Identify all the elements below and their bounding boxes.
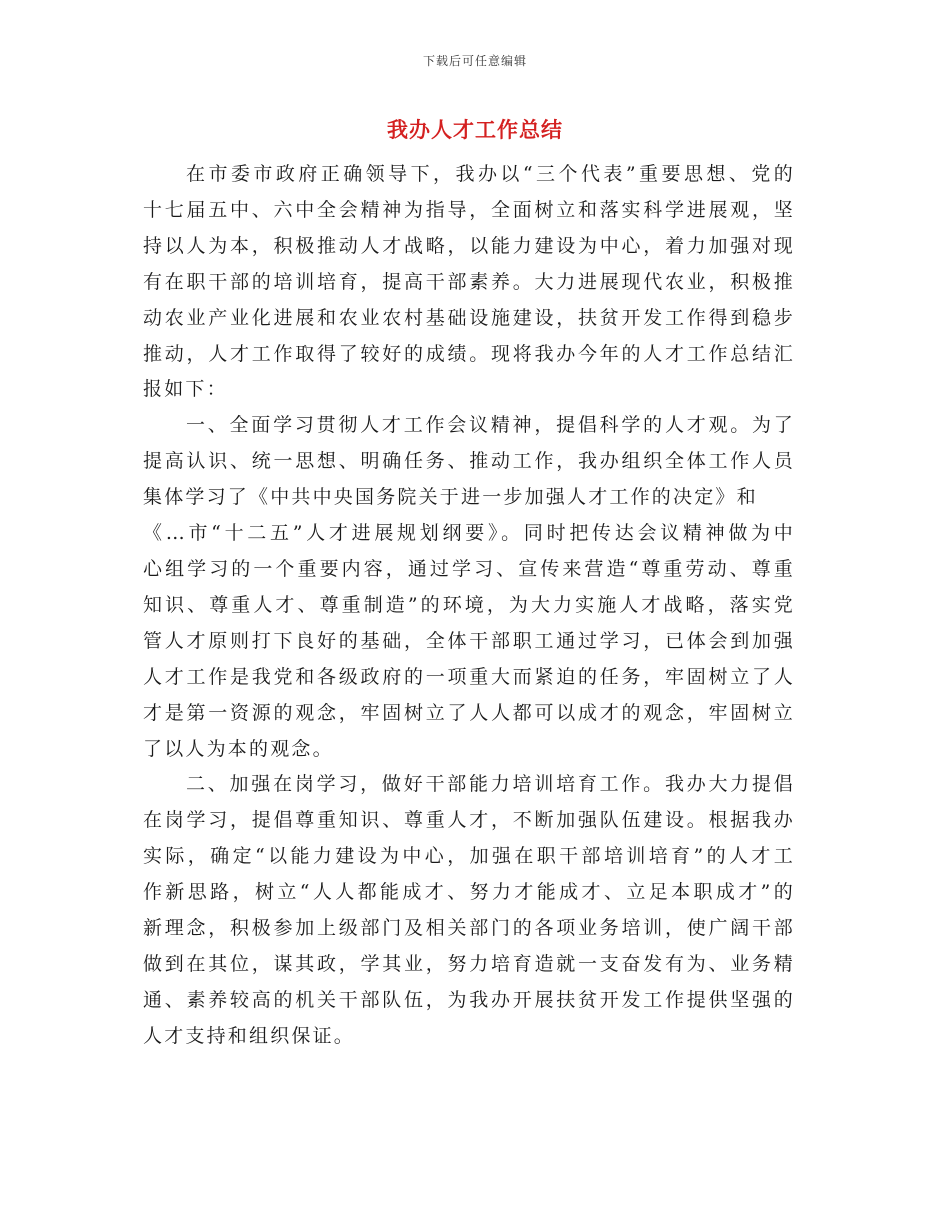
paragraph-line: 通、素养较高的机关干部队伍，为我办开展扶贫开发工作提供坚强的	[143, 988, 795, 1011]
paragraph-intro	[143, 157, 795, 408]
paragraph-line: 新理念，积极参加上级部门及相关部门的各项业务培训，使广阔干部	[143, 917, 795, 940]
paragraph-line: 持以人为本，积极推动人才战略，以能力建设为中心，着力加强对现	[143, 234, 795, 257]
paragraph-line: 十七届五中、六中全会精神为指导，全面树立和落实科学进展观，坚	[143, 198, 795, 221]
paragraph-line: 推动，人才工作取得了较好的成绩。现将我办今年的人才工作总结汇	[143, 342, 795, 365]
document-title: 我办人才工作总结	[387, 117, 563, 142]
paragraph-line: 《…市“十二五”人才进展规划纲要》。同时把传达会议精神做为中	[143, 522, 795, 545]
paragraph-line: 一、全面学习贯彻人才工作会议精神，提倡科学的人才观。为了	[186, 414, 795, 437]
paragraph-line: 动农业产业化进展和农业农村基础设施建设，扶贫开发工作得到稳步	[143, 306, 795, 329]
paragraph-line: 集体学习了《中共中央国务院关于进一步加强人才工作的决定》和	[143, 486, 758, 509]
paragraph-line: 管人才原则打下良好的基础，全体干部职工通过学习，已体会到加强	[143, 629, 795, 652]
paragraph-line: 有在职干部的培训培育，提高干部素养。大力进展现代农业，积极推	[143, 270, 795, 293]
paragraph-line: 做到在其位，谋其政，学其业，努力培育造就一支奋发有为、业务精	[143, 952, 795, 975]
paragraph-line: 提高认识、统一思想、明确任务、推动工作，我办组织全体工作人员	[143, 450, 795, 473]
header-note: 下载后可任意编辑	[422, 54, 527, 68]
paragraph-line: 才是第一资源的观念，牢固树立了人人都可以成才的观念，牢固树立	[143, 701, 795, 724]
paragraph-line: 在市委市政府正确领导下，我办以“三个代表”重要思想、党的	[186, 163, 795, 185]
paragraph-line: 报如下：	[143, 378, 228, 401]
paragraph-line: 人才支持和组织保证。	[143, 1024, 356, 1047]
paragraph-line: 实际，确定“以能力建设为中心，加强在职干部培训培育”的人才工	[143, 845, 795, 868]
paragraph-line: 在岗学习，提倡尊重知识、尊重人才，不断加强队伍建设。根据我办	[143, 809, 795, 832]
paragraph-section-2	[143, 767, 795, 1054]
paragraph-line: 知识、尊重人才、尊重制造”的环境，为大力实施人才战略，落实党	[143, 593, 795, 616]
paragraph-line: 作新思路，树立“人人都能成才、努力才能成才、立足本职成才”的	[143, 881, 795, 904]
paragraph-line: 心组学习的一个重要内容，通过学习、宣传来营造“尊重劳动、尊重	[143, 557, 795, 580]
paragraph-section-1	[143, 408, 795, 767]
paragraph-line: 人才工作是我党和各级政府的一项重大而紧迫的任务，牢固树立了人	[143, 665, 795, 688]
paragraph-line: 二、加强在岗学习，做好干部能力培训培育工作。我办大力提倡	[186, 773, 795, 796]
document-body	[143, 157, 795, 1055]
paragraph-line: 了以人为本的观念。	[143, 737, 334, 760]
